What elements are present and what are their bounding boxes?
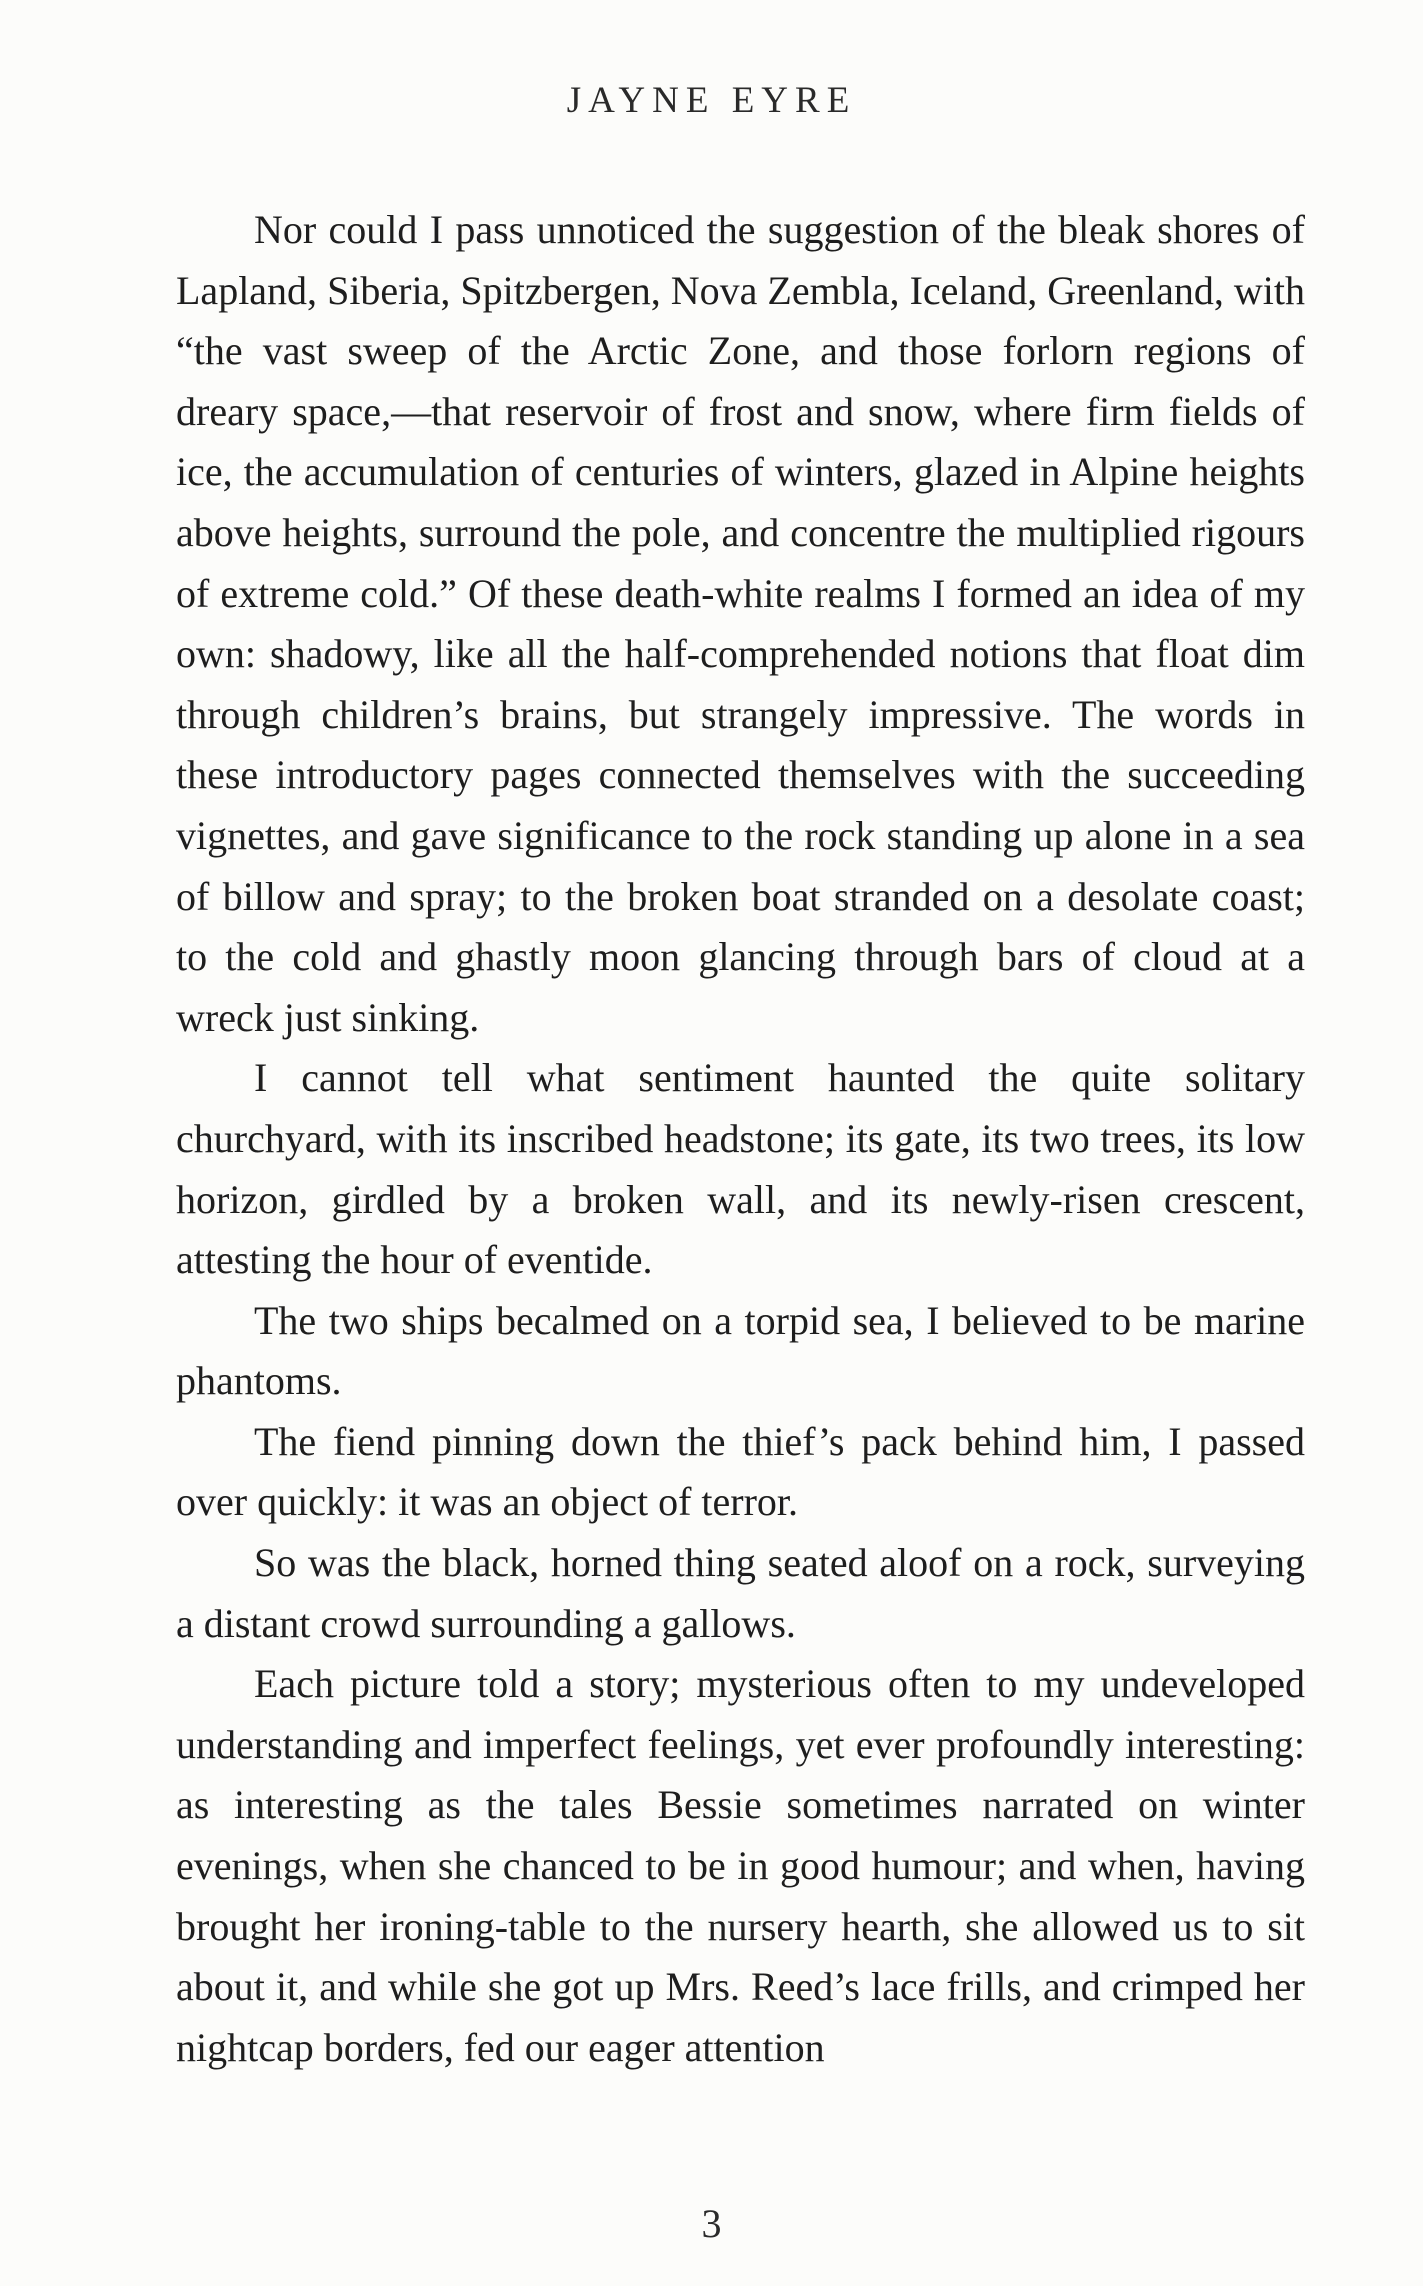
- body-text: [176, 200, 1305, 2078]
- running-head: JAYNE EYRE: [566, 80, 857, 121]
- paragraph-2: I cannot tell what sentiment haunted the quite solitary churchyard, with its inscribed headstone; its gate, its two trees, its low horizon, girdled by a broken wall, and its newly-risen crescent, attesting the hour of eventide.: [176, 1055, 1305, 1283]
- paragraph-5: So was the black, horned thing seated aloof on a rock, surveying a distant crowd surrounding a gallows.: [176, 1540, 1305, 1646]
- paragraph-1: Nor could I pass unnoticed the suggestion of the bleak shores of Lapland, Siberia, Spitzbergen, Nova Zembla, Iceland, Greenland, with “the vast sweep of the Arctic Zone, and those forlorn regions of dreary space,—that reservoir of frost and snow, where firm fields of ice, the accumulation of centuries of winters, glazed in Alpine heights above heights, surround the pole, and concentre the multiplied rigours of extreme cold.” Of these death-white realms I formed an idea of my own: shadowy, like all the half-comprehended notions that float dim through children’s brains, but strangely impressive. The words in these introductory pages connected themselves with the succeeding vignettes, and gave significance to the rock standing up alone in a sea of billow and spray; to the broken boat stranded on a desolate coast; to the cold and ghastly moon glancing through bars of cloud at a wreck just sinking.: [176, 207, 1305, 1040]
- paragraph-4: The fiend pinning down the thief’s pack behind him, I passed over quickly: it was an object of terror.: [176, 1418, 1305, 1525]
- page-number: 3: [701, 2201, 722, 2246]
- paragraph-3: The two ships becalmed on a torpid sea, I believed to be marine phantoms.: [176, 1297, 1305, 1404]
- paragraph-6: Each picture told a story; mysterious often to my undeveloped understanding and imperfect feelings, yet ever profoundly interesting: as interesting as the tales Bessie sometimes narrated on winter evenings, when she chanced to be in good humour; and when, having brought her ironing-table to the nursery hearth, she allowed us to sit about it, and while she got up Mrs. Reed’s lace frills, and crimped her nightcap borders, fed our eager attention: [176, 1661, 1305, 2070]
